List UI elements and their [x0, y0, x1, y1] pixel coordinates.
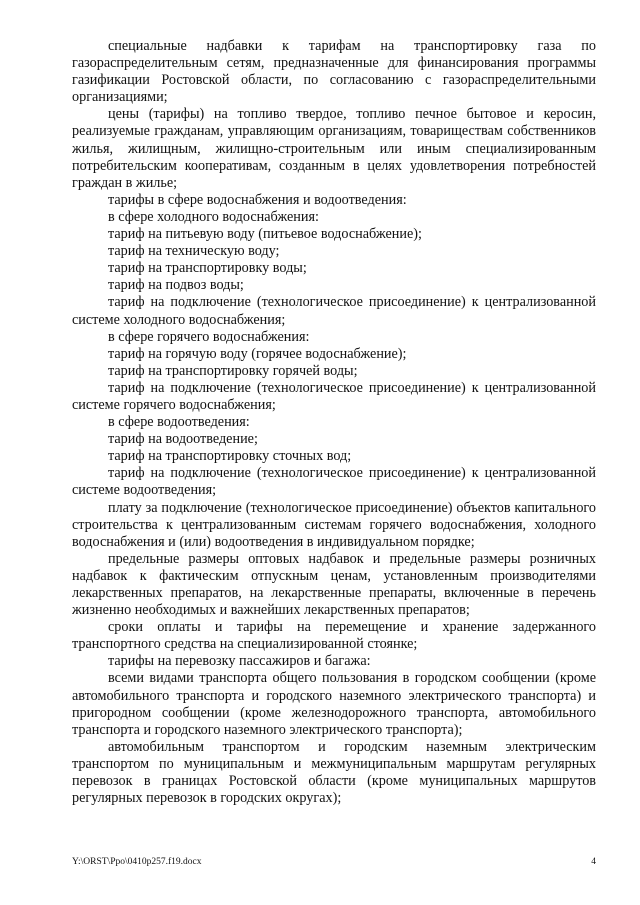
- paragraph: тариф на подвоз воды;: [108, 277, 244, 294]
- paragraph: сроки оплаты и тарифы на перемещение и хранение задержанного транспортного средства на специализированной стоянке;: [72, 619, 596, 653]
- paragraph: предельные размеры оптовых надбавок и предельные размеры розничных надбавок к фактическим отпускным ценам, установленным производителями лекарственных препаратов, на лекарственные препараты, включенные в перечень жизненно необходимых и важнейших лекарственных препаратов;: [72, 550, 596, 619]
- paragraph: тариф на водоотведение;: [108, 431, 258, 448]
- paragraph: тариф на подключение (технологическое присоединение) к централизованной системе водоотведения;: [72, 465, 596, 499]
- paragraph: тариф на горячую воду (горячее водоснабжение);: [108, 345, 407, 362]
- paragraph: автомобильным транспортом и городским наземным электрическим транспортом по муниципальным и межмуниципальным маршрутам регулярных перевозок в границах Ростовской области (кроме муниципальных маршрутов регулярных перевозок в городских округах);: [72, 738, 596, 807]
- paragraph: тариф на питьевую воду (питьевое водоснабжение);: [108, 226, 422, 243]
- file-path: Y:\ORST\Ppo\0410p257.f19.docx: [72, 857, 202, 867]
- paragraph: тариф на транспортировку сточных вод;: [108, 448, 352, 465]
- paragraph: в сфере холодного водоснабжения:: [108, 208, 319, 225]
- paragraph: тариф на транспортировку горячей воды;: [108, 362, 358, 379]
- paragraph: тариф на техническую воду;: [108, 243, 280, 260]
- paragraph: плату за подключение (технологическое присоединение) объектов капитального строительства к централизованным системам горячего водоснабжения, холодного водоснабжения и (или) водоотведения в индивидуальном порядке;: [72, 499, 596, 550]
- paragraph: в сфере горячего водоснабжения:: [108, 328, 310, 345]
- paragraph: тариф на подключение (технологическое присоединение) к централизованной системе горячего водоснабжения;: [72, 379, 596, 413]
- paragraph: тариф на подключение (технологическое присоединение) к централизованной системе холодного водоснабжения;: [72, 294, 596, 328]
- page-number: 4: [591, 857, 596, 867]
- paragraph: в сфере водоотведения:: [108, 414, 250, 431]
- paragraph: всеми видами транспорта общего пользования в городском сообщении (кроме автомобильного транспорта и городского наземного электрического транспорта) и пригородном сообщении (кроме железнодорожного транспорта, автомобильного транспорта и городского наземного электрического транспорта);: [72, 670, 596, 738]
- paragraph: специальные надбавки к тарифам на транспортировку газа по газораспределительным сетям, предназначенные для финансирования программы газификации Ростовской области, по согласованию с газораспределительными организациями;: [72, 38, 596, 106]
- paragraph: тарифы в сфере водоснабжения и водоотведения:: [108, 191, 407, 208]
- paragraph: тарифы на перевозку пассажиров и багажа:: [108, 653, 371, 670]
- page-footer: [72, 856, 596, 868]
- document-body: [72, 38, 596, 807]
- paragraph: тариф на транспортировку воды;: [108, 260, 307, 277]
- paragraph: цены (тарифы) на топливо твердое, топливо печное бытовое и керосин, реализуемые гражданам, управляющим организациям, товариществам собственников жилья, жилищным, жилищно-строительным или иным специализированным потребительским кооперативам, созданным в целях удовлетворения потребностей граждан в жилье;: [72, 106, 596, 191]
